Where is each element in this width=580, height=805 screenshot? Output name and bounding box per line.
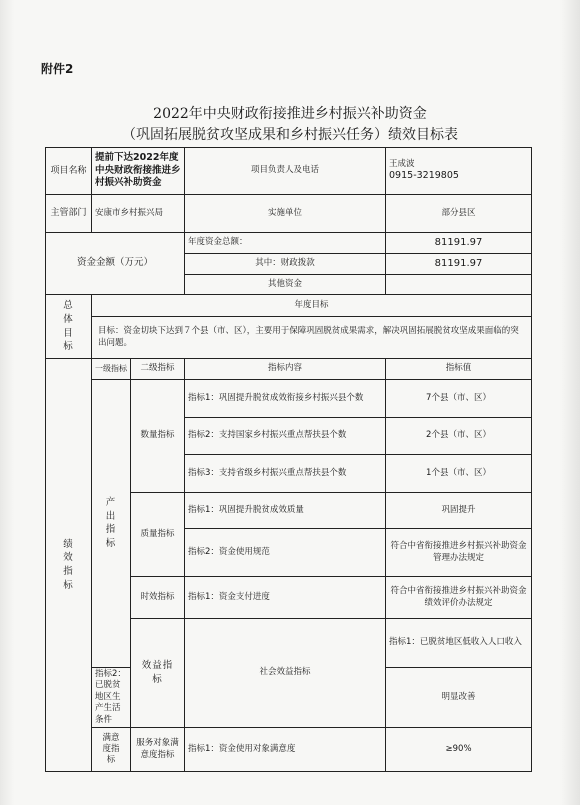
funds-other-label: 其他资金 (185, 275, 386, 295)
annual-goal-header: 年度目标 (92, 295, 532, 317)
funds-fiscal-label: 其中：财政拨款 (185, 254, 386, 275)
funds-fiscal-value: 81191.97 (386, 254, 532, 275)
funds-total-label: 年度资金总额： (185, 233, 386, 254)
indicator-value: 符合中省衔接推进乡村振兴补助资金绩效评价办法规定 (386, 577, 532, 619)
funds-total-value: 81191.97 (386, 233, 532, 254)
indicator-value: 符合中省衔接推进乡村振兴补助资金管理办法规定 (386, 529, 532, 577)
table-row (46, 728, 532, 772)
indicator-content: 指标1：已脱贫地区低收入人口收入 (386, 619, 532, 668)
owner-name: 王成波 (389, 158, 415, 169)
perf-header-value: 指标值 (386, 359, 532, 380)
benefit-indicator-label: 效益指标 (131, 619, 185, 728)
timeliness-indicator-label: 时效指标 (131, 577, 185, 619)
indicator-content: 指标1：资金使用对象满意度 (185, 728, 386, 772)
indicator-value: 1个县（市、区） (386, 455, 532, 493)
indicator-value: 明显改善 (386, 667, 532, 727)
project-owner-cell (386, 148, 532, 195)
perf-header-content: 指标内容 (185, 359, 386, 380)
indicator-content: 指标1：巩固提升脱贫成效质量 (185, 493, 386, 529)
indicator-value: 7个县（市、区） (386, 380, 532, 418)
indicator-value: 2个县（市、区） (386, 418, 532, 455)
project-name-label: 项目名称 (46, 148, 92, 195)
indicator-content: 指标2：已脱贫地区生产生活条件 (92, 667, 131, 727)
social-benefit-indicator-label: 社会效益指标 (185, 619, 386, 728)
performance-target-table (45, 147, 532, 772)
indicator-content: 指标2：资金使用规范 (185, 529, 386, 577)
funds-other-value (386, 275, 532, 295)
perf-header-level1: 一级指标 (92, 359, 131, 380)
service-satisfaction-indicator-label: 服务对象满意度指标 (131, 728, 185, 772)
indicator-value: 巩固提升 (386, 493, 532, 529)
attachment-label: 附件2 (41, 62, 74, 76)
dept-label: 主管部门 (46, 195, 92, 233)
project-owner-label: 项目负责人及电话 (185, 148, 386, 195)
goal-text-row (46, 317, 532, 359)
table-row (46, 380, 532, 418)
title-line-1: 2022年中央财政衔接推进乡村振兴补助资金 (153, 106, 427, 122)
impl-unit-value: 部分县区 (386, 195, 532, 233)
project-row (46, 148, 532, 195)
goal-header-row (46, 295, 532, 317)
overall-goal-label: 总体目标 (46, 295, 92, 359)
perf-label: 绩效指标 (46, 359, 92, 772)
perf-header-row (46, 359, 532, 380)
perf-header-level2: 二级指标 (131, 359, 185, 380)
indicator-content: 指标1：巩固提升脱贫成效衔接乡村振兴县个数 (185, 380, 386, 418)
indicator-content: 指标2：支持国家乡村振兴重点帮扶县个数 (185, 418, 386, 455)
dept-value: 安康市乡村振兴局 (92, 195, 185, 233)
project-name-value: 提前下达2022年度中央财政衔接推进乡村振兴补助资金 (92, 148, 185, 195)
impl-unit-label: 实施单位 (185, 195, 386, 233)
indicator-content: 指标3：支持省级乡村振兴重点帮扶县个数 (185, 455, 386, 493)
owner-phone: 0915-3219805 (389, 170, 459, 182)
annual-goal-text: 目标：资金切块下达到７个县（市、区），主要用于保障巩固脱贫成果需求，解决巩固拓展脱贫攻坚成果面临的突出问题。 (92, 317, 532, 359)
quality-indicator-label: 质量指标 (131, 493, 185, 577)
output-indicator-label: 产出指标 (92, 380, 131, 668)
dept-row (46, 195, 532, 233)
indicator-value: ≥90% (386, 728, 532, 772)
funds-total-row (46, 233, 532, 254)
quantity-indicator-label: 数量指标 (131, 380, 185, 493)
indicator-content: 指标1：资金支付进度 (185, 577, 386, 619)
title-line-2: （巩固拓展脱贫攻坚成果和乡村振兴任务）绩效目标表 (122, 127, 458, 143)
satisfaction-indicator-label: 满意度指标 (92, 728, 131, 772)
funds-label: 资金金额（万元） (46, 233, 185, 295)
